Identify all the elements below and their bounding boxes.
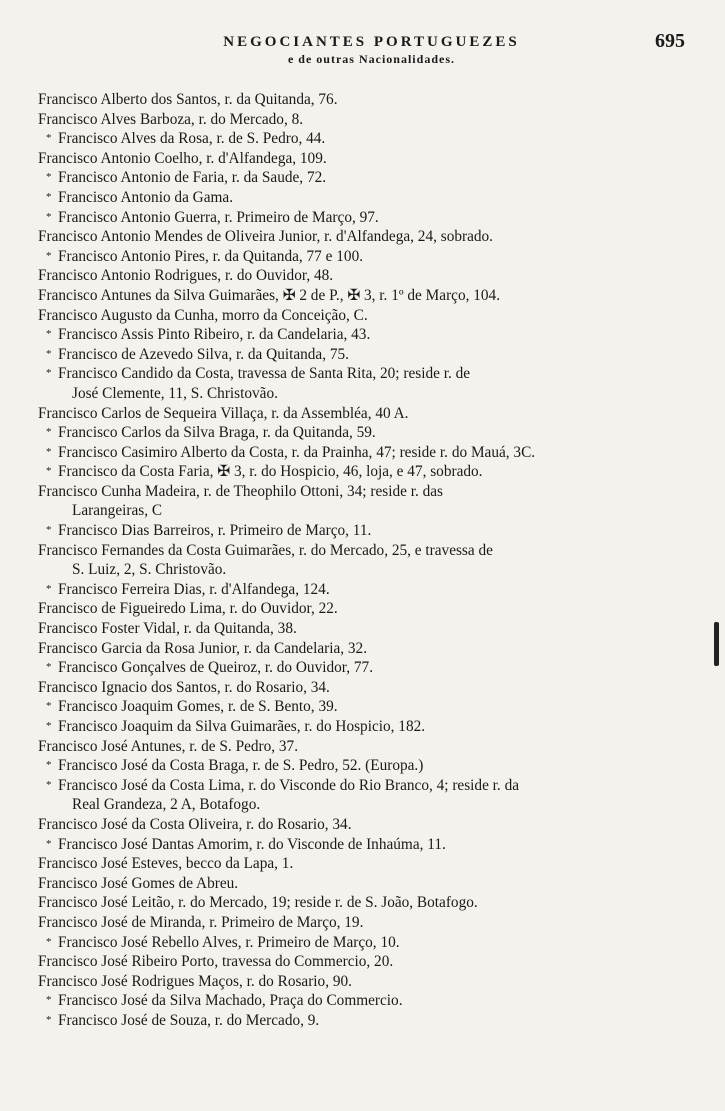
list-item: [38, 717, 685, 737]
entry-text: Francisco Cunha Madeira, r. de Theophilo Ottoni, 34; reside r. das: [38, 482, 444, 500]
list-item: [38, 521, 685, 541]
list-item: [38, 854, 685, 874]
asterisk-marker: *: [46, 249, 52, 262]
list-item: [38, 423, 685, 443]
entry-text: Francisco Gonçalves de Queiroz, r. do Ouvidor, 77.: [58, 659, 374, 677]
asterisk-marker: *: [46, 445, 52, 458]
entry-text: Francisco Foster Vidal, r. da Quitanda, 38.: [38, 620, 297, 638]
list-item: [38, 266, 685, 286]
asterisk-marker: *: [46, 935, 52, 948]
entry-text: Francisco Antonio Coelho, r. d'Alfandega, 109.: [38, 149, 327, 167]
list-item: [38, 619, 685, 639]
asterisk-marker: *: [46, 700, 52, 713]
list-item: [38, 599, 685, 619]
entry-text: Francisco Ferreira Dias, r. d'Alfandega, 124.: [58, 580, 330, 598]
entry-text: Francisco Ignacio dos Santos, r. do Rosario, 34.: [38, 678, 330, 696]
entry-text: Francisco Assis Pinto Ribeiro, r. da Candelaria, 43.: [58, 326, 371, 344]
margin-ink-mark: [714, 622, 719, 666]
list-item: [38, 678, 685, 698]
entry-text: Francisco José Leitão, r. do Mercado, 19; reside r. de S. João, Botafogo.: [38, 894, 478, 912]
asterisk-marker: *: [46, 171, 52, 184]
entry-text: Francisco Joaquim Gomes, r. de S. Bento, 39.: [58, 698, 338, 716]
entry-text: Francisco Casimiro Alberto da Costa, r. da Prainha, 47; reside r. do Mauá, 3C.: [58, 443, 536, 461]
entry-text: Francisco José da Costa Braga, r. de S. Pedro, 52. (Europa.): [58, 757, 424, 775]
entry-text: Francisco Antonio Guerra, r. Primeiro de Março, 97.: [58, 208, 379, 226]
entry-text: Francisco José Rebello Alves, r. Primeiro de Março, 10.: [58, 933, 400, 951]
entry-continuation: José Clemente, 11, S. Christovão.: [72, 384, 278, 402]
asterisk-marker: *: [46, 661, 52, 674]
asterisk-marker: *: [46, 465, 52, 478]
entry-text: Francisco Antunes da Silva Guimarães, ✠ 2 de P., ✠ 3, r. 1º de Março, 104.: [38, 286, 501, 304]
list-item: [38, 325, 685, 345]
entry-text: Francisco Antonio Mendes de Oliveira Junior, r. d'Alfandega, 24, sobrado.: [38, 228, 494, 246]
entry-continuation: Larangeiras, C: [72, 502, 163, 520]
entry-text: Francisco Carlos de Sequeira Villaça, r. da Assembléa, 40 A.: [38, 404, 409, 422]
asterisk-marker: *: [46, 720, 52, 732]
list-item: [38, 306, 685, 326]
entry-text: Francisco José Ribeiro Porto, travessa do Commercio, 20.: [38, 953, 394, 971]
entry-text: Francisco Fernandes da Costa Guimarães, r. do Mercado, 25, e travessa de: [38, 541, 493, 559]
list-item: [38, 110, 685, 130]
asterisk-marker: *: [46, 367, 52, 380]
entry-continuation: S. Luiz, 2, S. Christovão.: [72, 561, 227, 579]
entry-text: Francisco Dias Barreiros, r. Primeiro de Março, 11.: [58, 522, 372, 540]
list-item: [38, 129, 685, 149]
list-item: [38, 227, 685, 247]
list-item: [38, 991, 685, 1011]
entry-text: Francisco de Figueiredo Lima, r. do Ouvidor, 22.: [38, 600, 338, 618]
list-item: [38, 462, 685, 482]
entry-text: Francisco Antonio Rodrigues, r. do Ouvidor, 48.: [38, 267, 334, 285]
list-item: [38, 168, 685, 188]
entry-text: Francisco Candido da Costa, travessa de Santa Rita, 20; reside r. de: [58, 365, 471, 383]
page-header: [38, 30, 685, 84]
asterisk-marker: *: [46, 582, 52, 595]
entry-text: Francisco José da Silva Machado, Praça do Commercio.: [58, 992, 403, 1010]
asterisk-marker: *: [46, 524, 52, 537]
entry-text: Francisco Antonio de Faria, r. da Saude, 72.: [58, 169, 327, 187]
list-item: [38, 972, 685, 992]
asterisk-marker: *: [46, 778, 52, 791]
asterisk-marker: *: [46, 426, 52, 439]
list-item: [38, 188, 685, 208]
list-item: [38, 874, 685, 894]
list-item: [38, 835, 685, 855]
entry-text: Francisco da Costa Faria, ✠ 3, r. do Hospicio, 46, loja, e 47, sobrado.: [58, 463, 483, 481]
list-item: [38, 776, 685, 796]
entry-text: Francisco Antonio Pires, r. da Quitanda, 77 e 100.: [58, 247, 364, 265]
list-item: [38, 404, 685, 424]
entry-text: Francisco Joaquim da Silva Guimarães, r. do Hospicio, 182.: [58, 718, 426, 735]
asterisk-marker: *: [46, 837, 52, 850]
list-item: [38, 90, 685, 110]
list-item: [38, 815, 685, 835]
asterisk-marker: *: [46, 132, 52, 145]
entry-continuation: Real Grandeza, 2 A, Botafogo.: [72, 796, 261, 814]
list-item: [38, 580, 685, 600]
merchant-list: [38, 90, 685, 1031]
list-item: [38, 913, 685, 933]
entry-text: Francisco José de Miranda, r. Primeiro de Março, 19.: [38, 913, 364, 931]
page-title: NEGOCIANTES PORTUGUEZES: [223, 34, 520, 50]
asterisk-marker: *: [46, 759, 52, 772]
entry-text: Francisco José Gomes de Abreu.: [38, 874, 239, 892]
asterisk-marker: *: [46, 190, 52, 203]
list-item: [38, 639, 685, 659]
list-item: [38, 247, 685, 267]
list-item: [38, 364, 685, 384]
list-item: [38, 756, 685, 776]
asterisk-marker: *: [46, 328, 52, 341]
entry-text: Francisco José Antunes, r. de S. Pedro, 37.: [38, 737, 299, 755]
list-item: [38, 933, 685, 953]
list-item: [38, 286, 685, 306]
entry-text: Francisco José Rodrigues Maços, r. do Rosario, 90.: [38, 972, 352, 990]
entry-text: Francisco Garcia da Rosa Junior, r. da Candelaria, 32.: [38, 639, 368, 657]
entry-text: Francisco Alves Barboza, r. do Mercado, 8.: [38, 110, 304, 128]
list-item: [38, 893, 685, 913]
entry-text: Francisco José da Costa Oliveira, r. do Rosario, 34.: [38, 815, 352, 833]
list-item: [38, 737, 685, 757]
list-item: [38, 482, 685, 502]
list-item: [38, 149, 685, 169]
list-item: [38, 658, 685, 678]
list-item: [38, 208, 685, 228]
list-item: [38, 952, 685, 972]
entry-text: Francisco José de Souza, r. do Mercado, 9.: [58, 1011, 320, 1029]
page-subtitle: e de outras Nacionalidades.: [287, 52, 455, 66]
entry-text: Francisco José da Costa Lima, r. do Visconde do Rio Branco, 4; reside r. da: [58, 776, 520, 794]
page-number: 695: [655, 30, 685, 52]
entry-text: Francisco Carlos da Silva Braga, r. da Quitanda, 59.: [58, 424, 376, 442]
entry-text: Francisco Antonio da Gama.: [58, 188, 234, 206]
list-item: [38, 345, 685, 365]
asterisk-marker: *: [46, 210, 52, 223]
entry-text: Francisco Alberto dos Santos, r. da Quitanda, 76.: [38, 91, 338, 108]
entry-text: Francisco de Azevedo Silva, r. da Quitanda, 75.: [58, 345, 349, 363]
list-item: [38, 541, 685, 561]
asterisk-marker: *: [46, 994, 52, 1007]
asterisk-marker: *: [46, 347, 52, 360]
list-item: [38, 697, 685, 717]
entry-text: Francisco Alves da Rosa, r. de S. Pedro, 44.: [58, 130, 326, 148]
asterisk-marker: *: [46, 1013, 52, 1026]
entry-text: Francisco José Dantas Amorim, r. do Visconde de Inhaúma, 11.: [58, 835, 446, 853]
entry-text: Francisco Augusto da Cunha, morro da Conceição, C.: [38, 306, 368, 324]
entry-text: Francisco José Esteves, becco da Lapa, 1.: [38, 855, 294, 873]
list-item: [38, 1011, 685, 1031]
list-item: [38, 443, 685, 463]
